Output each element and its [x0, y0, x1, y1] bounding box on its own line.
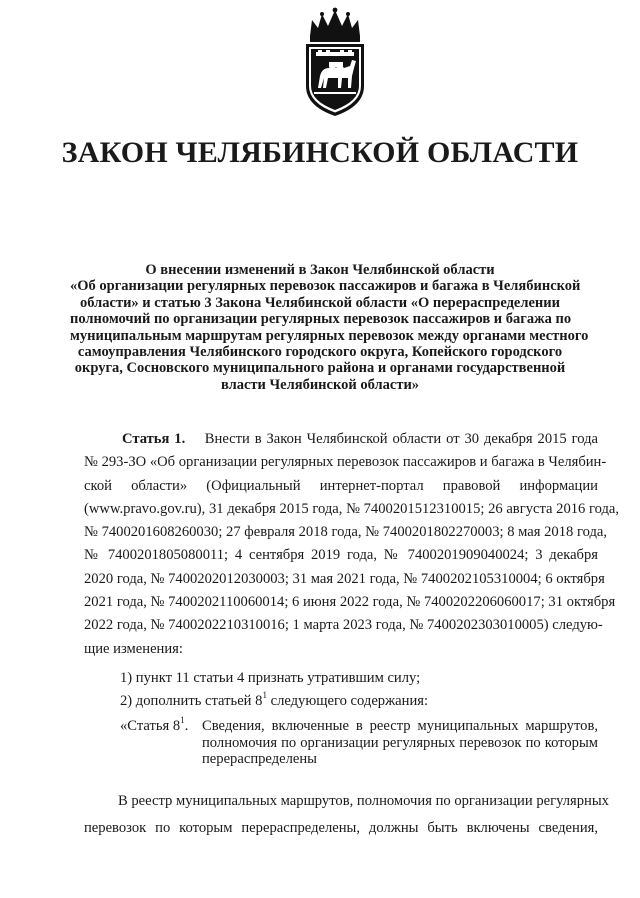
article-1-first-line: [84, 428, 598, 451]
subject-line: «Об организации регулярных перевозок пассажиров и багажа в Челябинской: [70, 278, 581, 295]
article-1-line: № 293-ЗО «Об организации регулярных перевозок пассажиров и багажа в Челябин-: [84, 454, 607, 471]
subject-line: округа, Сосновского муниципального района и органами государственной: [74, 360, 566, 377]
article-1-line: ской области» (Официальный интернет-портал правовой информации: [84, 477, 598, 494]
article-1-line: 2021 года, № 7400202110060014; 6 июня 2022 года, № 7400202206060017; 31 октября: [84, 594, 616, 611]
superscript: 1: [180, 715, 185, 726]
coat-of-arms-chelyabinsk-icon: [296, 6, 374, 118]
paragraph-2-line: В реестр муниципальных маршрутов, полномочия по организации регулярных: [118, 793, 609, 809]
quoted-article-title: [202, 718, 598, 768]
article-1-line: № 7400201805080011; 4 сентября 2019 года, № 7400201909040024; 3 декабря: [84, 547, 598, 564]
article-1-line: (www.pravo.gov.ru), 31 декабря 2015 года, № 7400201512310015; 26 августа 2016 года,: [84, 500, 620, 517]
subject-line: муниципальным маршрутам регулярных перевозок между органами местного: [70, 327, 589, 344]
quoted-article-title-line: перераспределены: [202, 751, 317, 768]
paragraph-2: [84, 788, 609, 842]
quoted-article-dot: .: [184, 718, 189, 734]
quoted-article-title-line: полномочия по организации регулярных перевозок по которым: [202, 734, 598, 751]
article-1-text: [84, 428, 620, 661]
superscript: 1: [262, 690, 267, 701]
list-item-2: [120, 690, 429, 710]
list-item-2-text: 2) дополнить статьей 8: [120, 693, 263, 709]
article-1-line: щие изменения:: [84, 640, 183, 657]
quoted-article-heading: [120, 715, 189, 735]
law-subject: [70, 262, 589, 393]
subject-line: самоуправления Челябинского городского округа, Копейского городского: [77, 344, 563, 361]
article-1-label: Статья 1.: [122, 431, 186, 447]
list-item-2-text-end: следующего содержания:: [266, 693, 429, 709]
article-1-line: 2022 года, № 7400202210310016; 1 марта 2023 года, № 7400202303010005) следую-: [84, 617, 603, 634]
article-1-line: № 7400201608260030; 27 февраля 2018 года, № 7400201802270003; 8 мая 2018 года,: [84, 524, 608, 541]
quoted-article-label: «Статья 8: [120, 718, 181, 734]
law-title: ЗАКОН ЧЕЛЯБИНСКОЙ ОБЛАСТИ: [61, 136, 579, 169]
list-item-1: 1) пункт 11 статьи 4 признать утратившим силу;: [120, 670, 421, 686]
subject-line: полномочий по организации регулярных перевозок пассажиров и багажа по: [70, 311, 572, 328]
article-1-first-line-text: Внести в Закон Челябинской области от 30 декабря 2015 года: [204, 431, 598, 447]
article-1-line: 2020 года, № 7400202012030003; 31 мая 2021 года, № 7400202105310004; 6 октября: [84, 570, 605, 587]
paragraph-2-line: перевозок по которым перераспределены, должны быть включены сведения,: [84, 820, 598, 836]
subject-line: власти Челябинской области»: [220, 376, 420, 393]
quoted-article-title-line: Сведения, включенные в реестр муниципальных маршрутов,: [202, 718, 598, 734]
subject-line: области» и статью 3 Закона Челябинской области «О перераспределении: [80, 294, 560, 311]
subject-line: О внесении изменений в Закон Челябинской области: [145, 262, 495, 278]
